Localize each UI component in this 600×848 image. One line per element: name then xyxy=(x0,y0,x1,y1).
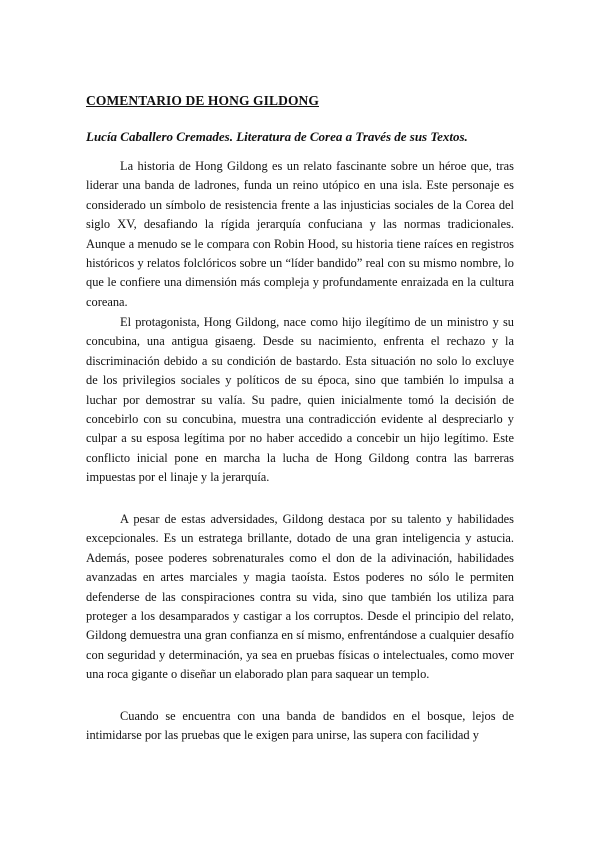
paragraph: La historia de Hong Gildong es un relato fascinante sobre un héroe que, tras liderar una banda de ladrones, funda un reino utópico en una isla. Este personaje es considerado un símbolo de resistencia frente a las injusticias sociales de la Corea del siglo XV, desafiando la rígida jerarquía confuciana y las normas tradicionales. Aunque a menudo se le compara con Robin Hood, su historia tiene raíces en registros históricos y relatos folclóricos sobre un “líder bandido” real con su mismo nombre, lo que le confiere una dimensión más compleja y profundamente enraizada en la cultura coreana. xyxy=(86,159,514,309)
document-title: COMENTARIO DE HONG GILDONG xyxy=(86,93,319,108)
document-subtitle: Lucía Caballero Cremades. Literatura de Corea a Través de sus Textos. xyxy=(86,129,468,144)
paragraph: El protagonista, Hong Gildong, nace como hijo ilegítimo de un ministro y su concubina, una antigua gisaeng. Desde su nacimiento, enfrenta el rechazo y la discriminación debido a su condición de bastardo. Esta situación no solo lo excluye de los privilegios sociales y políticos de su época, sino que también lo impulsa a luchar por demostrar su valía. Su padre, quien inicialmente tomó la decisión de concebirlo con su concubina, muestra una contradicción evidente al despreciarlo y culpar a su esposa legítima por no haber accedido a concebir un hijo legítimo. Este conflicto inicial pone en marcha la lucha de Hong Gildong contra las barreras impuestas por el linaje y la jerarquía. xyxy=(86,315,514,485)
paragraph: A pesar de estas adversidades, Gildong destaca por su talento y habilidades excepcionales. Es un estratega brillante, dotado de una gran inteligencia y astucia. Además, posee poderes sobrenaturales como el don de la adivinación, habilidades avanzadas en artes marciales y magia taoísta. Estos poderes no sólo le permiten defenderse de las conspiraciones contra su vida, sino que también los utiliza para proteger a los desamparados y castigar a los corruptos. Desde el principio del relato, Gildong demuestra una gran confianza en sí mismo, enfrentándose a cualquier desafío con seguridad y determinación, ya sea en pruebas físicas o intelectuales, como mover una roca gigante o diseñar un elaborado plan para saquear un templo. xyxy=(86,512,514,682)
paragraph: Cuando se encuentra con una banda de bandidos en el bosque, lejos de intimidarse por las pruebas que le exigen para unirse, las supera con facilidad y xyxy=(86,709,514,743)
